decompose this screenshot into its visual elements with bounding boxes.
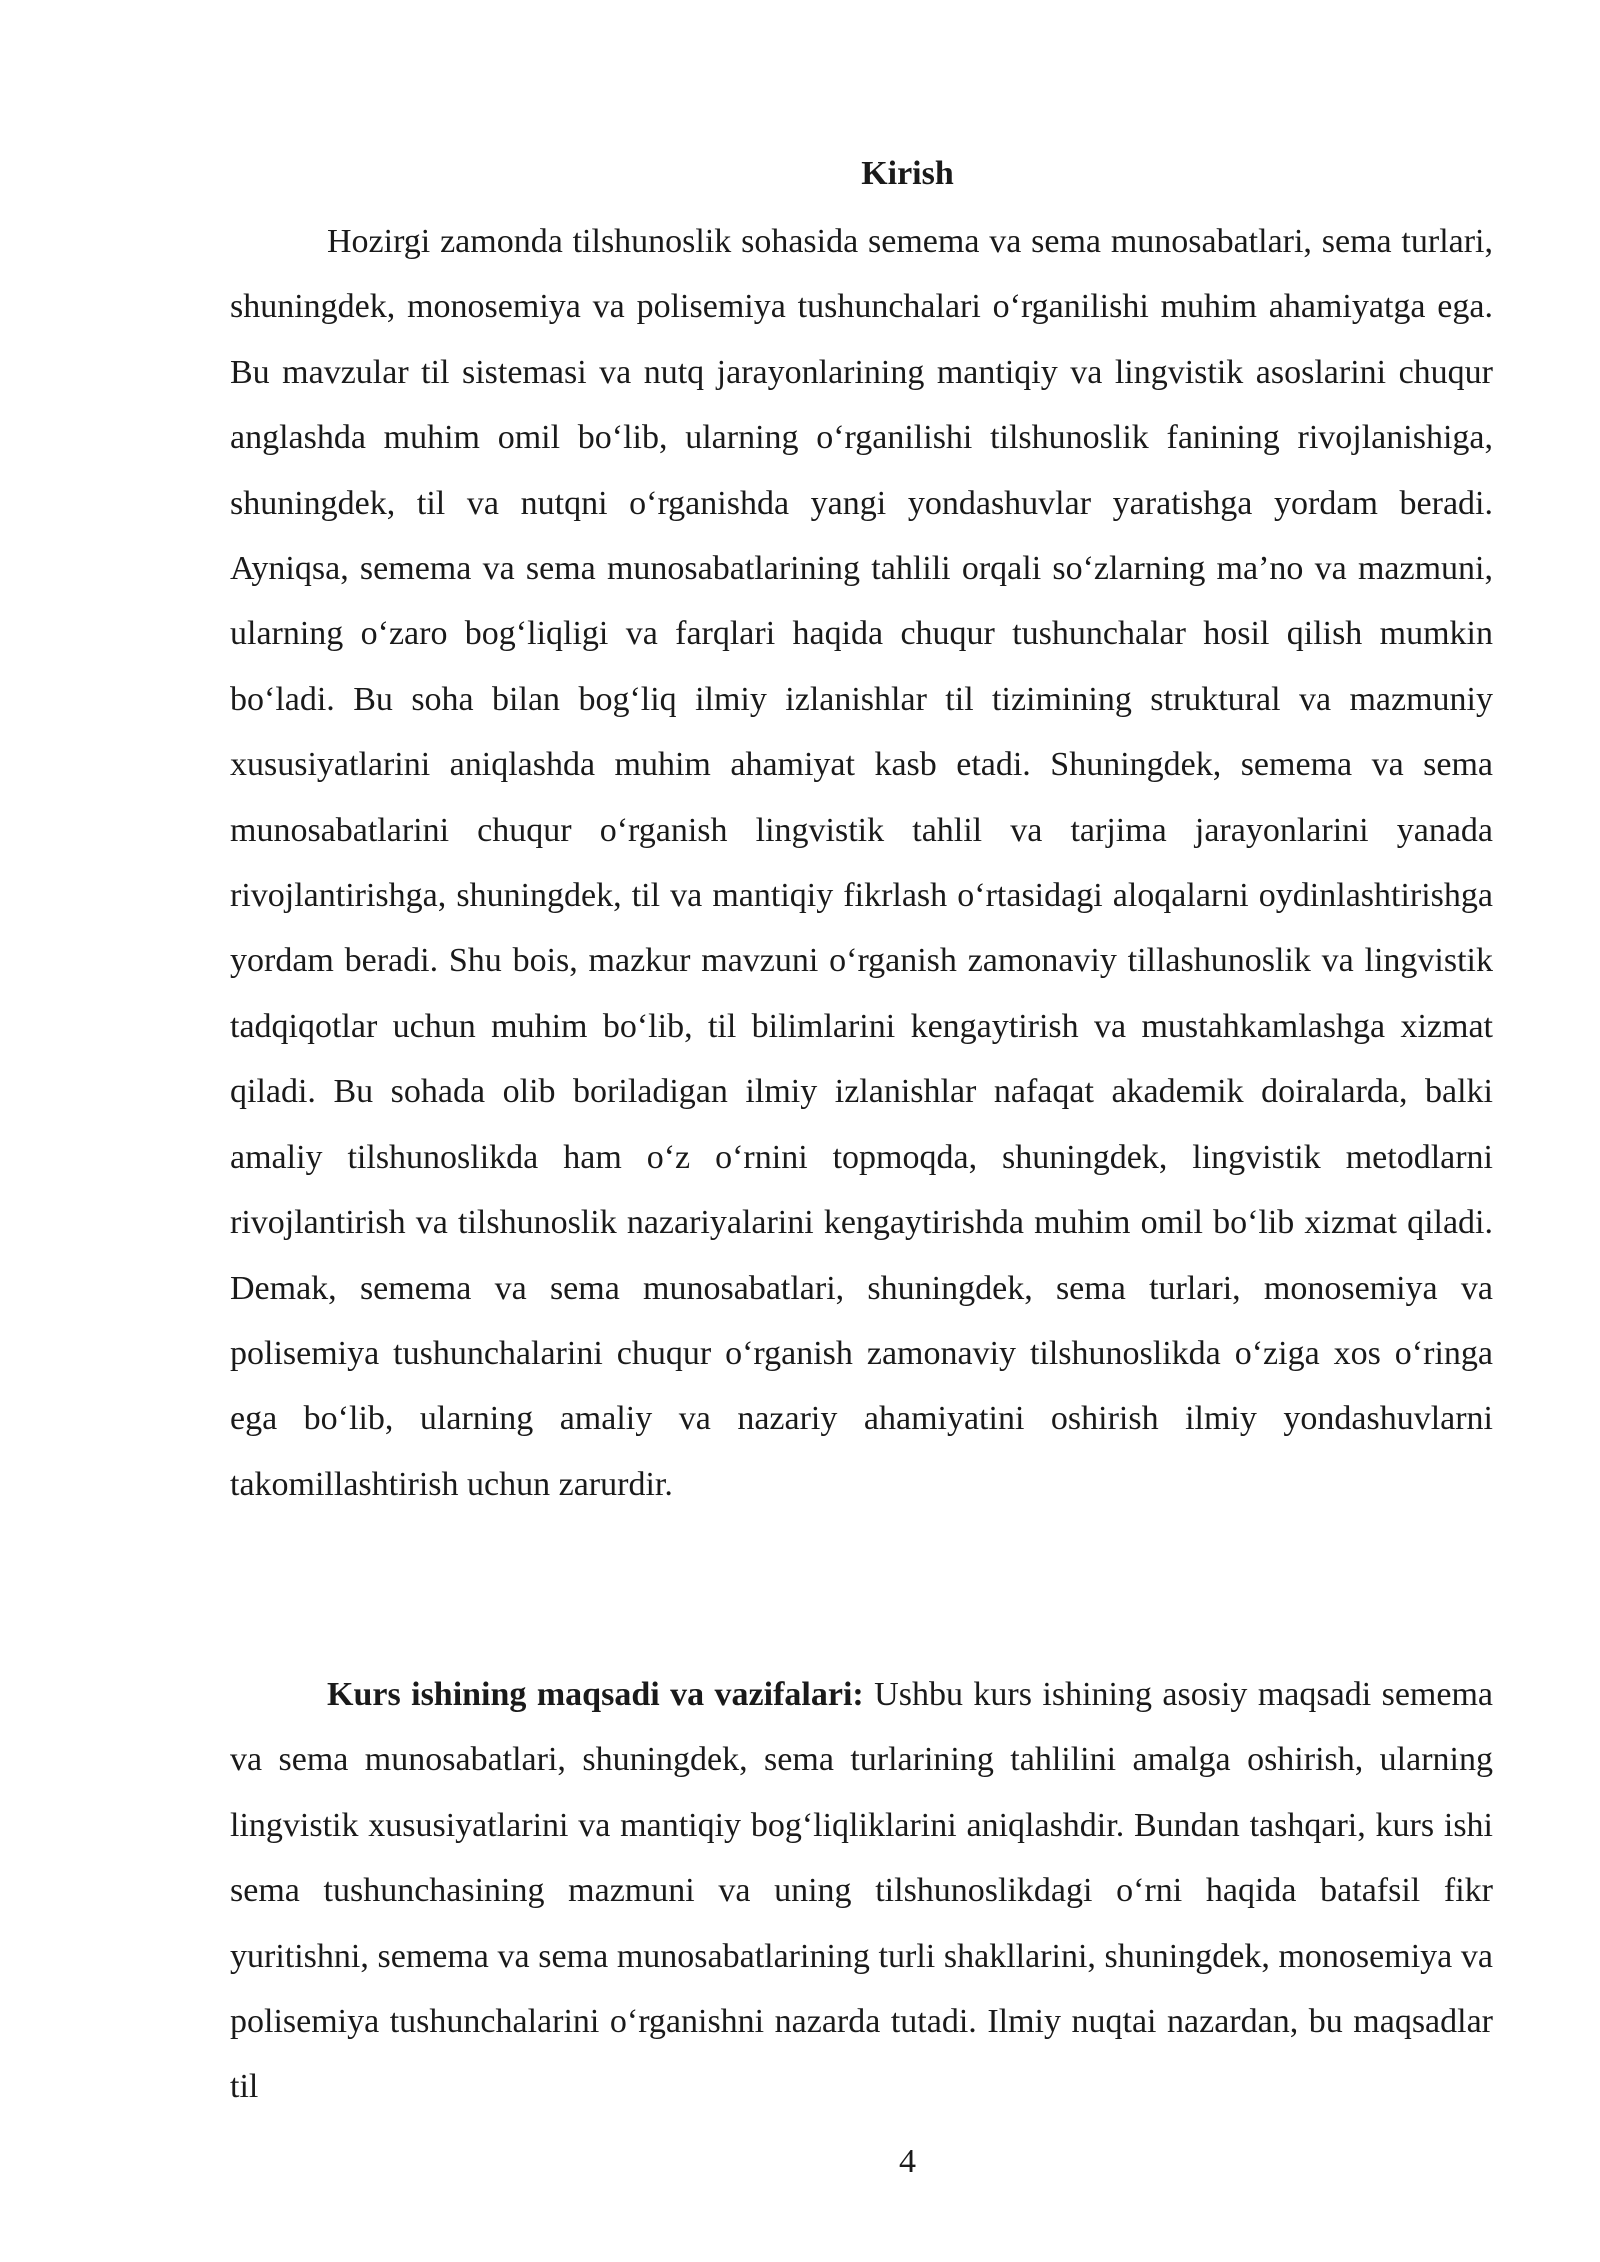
goals-paragraph-text: Ushbu kurs ishining asosiy maqsadi semema va sema munosabatlari, shuningdek, sema turlarining tahlilini amalga oshirish, ularning lingvistik xususiyatlarini va mantiqiy bog‘liqliklarini aniqlashdir. Bundan tashqari, kurs ishi sema tushunchasining mazmuni va uning tilshunoslikdagi o‘rni haqida batafsil fikr yuritishni, semema va sema munosabatlarining turli shakllarini, shuningdek, monosemiya va polisemiya tushunchalarini o‘rganishni nazarda tutadi. Ilmiy nuqtai nazardan, bu maqsadlar til	[230, 1676, 1493, 2106]
goals-paragraph-lead: Kurs ishining maqsadi va vazifalari:	[327, 1676, 864, 1713]
section-heading: Kirish	[861, 155, 954, 192]
page-number: 4	[899, 2143, 916, 2180]
intro-paragraph: Hozirgi zamonda tilshunoslik sohasida semema va sema munosabatlari, sema turlari, shuningdek, monosemiya va polisemiya tushunchalari o‘rganilishi muhim ahamiyatga ega. Bu mavzular til sistemasi va nutq jarayonlarining mantiqiy va lingvistik asoslarini chuqur anglashda muhim omil bo‘lib, ularning o‘rganilishi tilshunoslik fanining rivojlanishiga, shuningdek, til va nutqni o‘rganishda yangi yondashuvlar yaratishga yordam beradi. Ayniqsa, semema va sema munosabatlarining tahlili orqali so‘zlarning ma’no va mazmuni, ularning o‘zaro bog‘liqligi va farqlari haqida chuqur tushunchalar hosil qilish mumkin bo‘ladi. Bu soha bilan bog‘liq ilmiy izlanishlar til tizimining struktural va mazmuniy xususiyatlarini aniqlashda muhim ahamiyat kasb etadi. Shuningdek, semema va sema munosabatlarini chuqur o‘rganish lingvistik tahlil va tarjima jarayonlarini yanada rivojlantirishga, shuningdek, til va mantiqiy fikrlash o‘rtasidagi aloqalarni oydinlashtirishga yordam beradi. Shu bois, mazkur mavzuni o‘rganish zamonaviy tillashunoslik va lingvistik tadqiqotlar uchun muhim bo‘lib, til bilimlarini kengaytirish va mustahkamlashga xizmat qiladi. Bu sohada olib boriladigan ilmiy izlanishlar nafaqat akademik doiralarda, balki amaliy tilshunoslikda ham o‘z o‘rnini topmoqda, shuningdek, lingvistik metodlarni rivojlantirish va tilshunoslik nazariyalarini kengaytirishda muhim omil bo‘lib xizmat qiladi. Demak, semema va sema munosabatlari, shuningdek, sema turlari, monosemiya va polisemiya tushunchalarini chuqur o‘rganish zamonaviy tilshunoslikda o‘ziga xos o‘ringa ega bo‘lib, ularning amaliy va nazariy ahamiyatini oshirish ilmiy yondashuvlarni takomillashtirish uchun zarurdir.	[230, 223, 1493, 1503]
goals-paragraph	[230, 1662, 1493, 2120]
